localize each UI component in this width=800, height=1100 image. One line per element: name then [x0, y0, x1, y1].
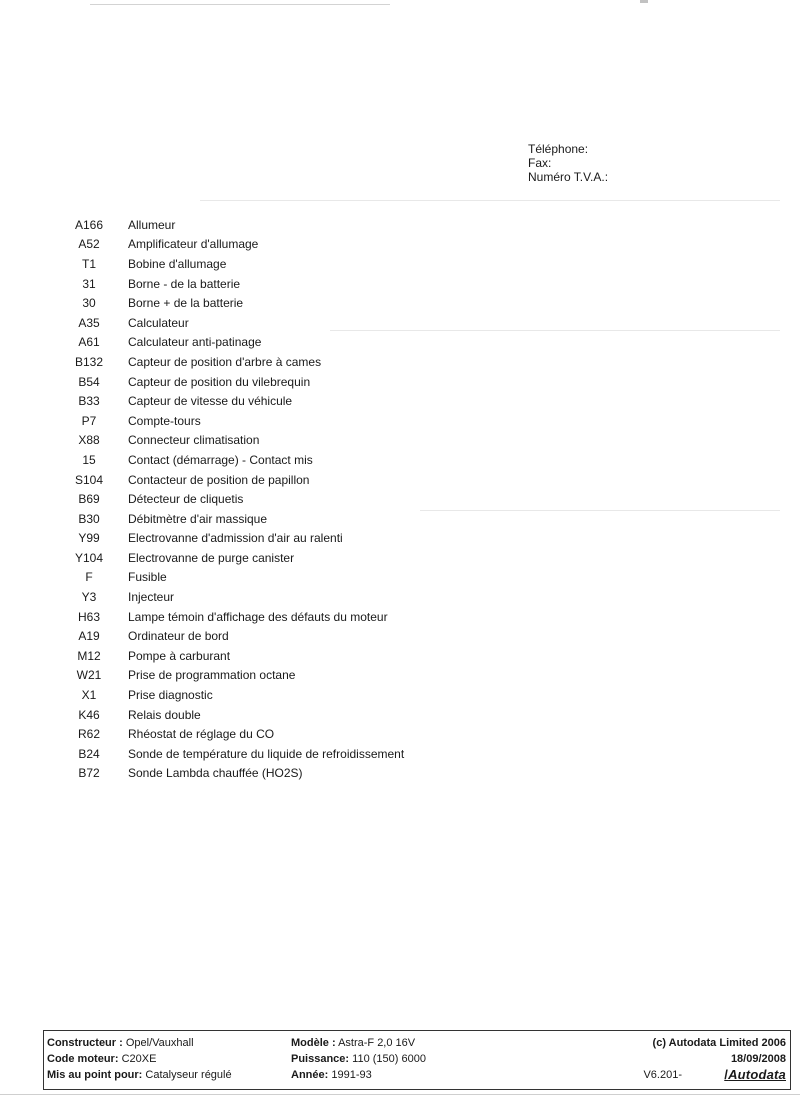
modele-label: Modèle : [291, 1037, 336, 1049]
legend-code: M12 [77, 648, 101, 663]
legend-row [60, 509, 540, 529]
print-date: 18/09/2008 [730, 1053, 786, 1065]
legend-code: B69 [78, 492, 100, 507]
footer-model-info [291, 1035, 426, 1083]
code-moteur-value: C20XE [121, 1053, 157, 1065]
legend-code: B30 [78, 511, 100, 526]
legend-label: Bobine d'allumage [128, 256, 227, 271]
legend-code: A166 [74, 217, 104, 232]
legend-label: Rhéostat de réglage du CO [128, 727, 275, 742]
legend-code: 30 [82, 296, 96, 311]
constructeur-row [47, 1035, 232, 1051]
annee-label: Année: [291, 1069, 329, 1081]
legend-row [60, 626, 540, 646]
legend-row [60, 568, 540, 588]
legend-row [60, 293, 540, 313]
legend-code: X88 [78, 433, 100, 448]
annee-row [291, 1067, 426, 1083]
legend-row [60, 470, 540, 490]
legend-label: Compte-tours [128, 413, 201, 428]
puissance-row [291, 1051, 426, 1067]
legend-code: A35 [78, 315, 100, 330]
mise-au-point-value: Catalyseur régulé [145, 1069, 232, 1081]
legend-label: Connecteur climatisation [128, 433, 260, 448]
legend-code: B132 [74, 354, 104, 369]
legend-row [60, 666, 540, 686]
scan-noise [200, 200, 780, 201]
legend-label: Pompe à carburant [128, 648, 231, 663]
legend-row [60, 352, 540, 372]
legend-row [60, 587, 540, 607]
legend-label: Débitmètre d'air massique [128, 511, 268, 526]
legend-label: Sonde de température du liquide de refroidissement [128, 746, 405, 761]
scan-edge-artifact [90, 0, 390, 5]
legend-label: Borne - de la batterie [128, 276, 241, 291]
modele-row [291, 1035, 426, 1051]
vat-label: Numéro T.V.A.: [528, 170, 609, 184]
legend-code: 15 [82, 452, 96, 467]
legend-code: 31 [82, 276, 96, 291]
legend-row [60, 646, 540, 666]
legend-code: Y3 [81, 590, 97, 605]
legend-code: B72 [78, 766, 100, 781]
legend-label: Fusible [128, 570, 167, 585]
legend-label: Calculateur anti-patinage [128, 335, 262, 350]
legend-row [60, 724, 540, 744]
legend-row [60, 235, 540, 255]
legend-row [60, 450, 540, 470]
legend-code: T1 [81, 256, 96, 271]
mise-au-point-label: Mis au point pour: [47, 1069, 143, 1081]
puissance-value: 110 (150) 6000 [352, 1053, 426, 1065]
legend-code: W21 [76, 668, 102, 683]
legend-label: Injecteur [128, 590, 175, 605]
legend-row [60, 313, 540, 333]
legend-row [60, 254, 540, 274]
scan-edge-mark [640, 0, 648, 3]
legend-label: Relais double [128, 707, 201, 722]
legend-row [60, 431, 540, 451]
constructeur-label: Constructeur : [47, 1037, 123, 1049]
footer-vehicle-info [47, 1035, 232, 1083]
legend-row [60, 489, 540, 509]
legend-label: Contact (démarrage) - Contact mis [128, 452, 313, 467]
autodata-logo-text: Autodata [728, 1067, 786, 1082]
legend-code: P7 [81, 413, 97, 428]
legend-label: Capteur de position du vilebrequin [128, 374, 311, 389]
legend-row [60, 548, 540, 568]
legend-label: Electrovanne de purge canister [128, 550, 295, 565]
legend-row [60, 607, 540, 627]
legend-label: Calculateur [128, 315, 189, 330]
version-text: V6.201- [643, 1069, 682, 1081]
copyright-text: (c) Autodata Limited 2006 [652, 1037, 786, 1049]
legend-code: A52 [78, 237, 100, 252]
legend-row [60, 529, 540, 549]
legend-label: Ordinateur de bord [128, 629, 229, 644]
legend-code: S104 [74, 472, 104, 487]
legend-code: B33 [78, 394, 100, 409]
puissance-label: Puissance: [291, 1053, 350, 1065]
version-logo-row [643, 1067, 786, 1084]
legend-code: B54 [78, 374, 100, 389]
legend-row [60, 685, 540, 705]
legend-label: Borne + de la batterie [128, 296, 244, 311]
mise-au-point-row [47, 1067, 232, 1083]
code-moteur-label: Code moteur: [47, 1053, 119, 1065]
component-legend [60, 215, 540, 783]
legend-row [60, 705, 540, 725]
legend-code: Y104 [74, 550, 104, 565]
legend-row [60, 372, 540, 392]
legend-code: A61 [78, 335, 100, 350]
legend-code: A19 [78, 629, 100, 644]
telephone-label: Téléphone: [528, 142, 589, 156]
legend-code: Y99 [78, 531, 100, 546]
code-moteur-row [47, 1051, 232, 1067]
legend-code: X1 [81, 688, 97, 703]
legend-label: Amplificateur d'allumage [128, 237, 259, 252]
legend-row [60, 274, 540, 294]
autodata-logo: /Autodata [724, 1067, 786, 1082]
legend-row [60, 391, 540, 411]
modele-value: Astra-F 2,0 16V [338, 1037, 416, 1049]
page-bottom-rule [0, 1094, 800, 1095]
legend-code: R62 [77, 727, 100, 742]
legend-row [60, 333, 540, 353]
legend-label: Capteur de position d'arbre à cames [128, 354, 322, 369]
legend-row [60, 411, 540, 431]
legend-code: K46 [78, 707, 100, 722]
legend-row [60, 215, 540, 235]
legend-label: Détecteur de cliquetis [128, 492, 244, 507]
contact-block [528, 142, 608, 184]
legend-code: H63 [77, 609, 100, 624]
legend-code: F [85, 570, 93, 585]
legend-label: Prise diagnostic [128, 688, 213, 703]
legend-label: Capteur de vitesse du véhicule [128, 394, 293, 409]
legend-label: Contacteur de position de papillon [128, 472, 310, 487]
legend-label: Allumeur [128, 217, 176, 232]
legend-label: Sonde Lambda chauffée (HO2S) [128, 766, 303, 781]
footer-box [43, 1030, 791, 1090]
fax-label: Fax: [528, 156, 552, 170]
legend-code: B24 [78, 746, 100, 761]
legend-label: Electrovanne d'admission d'air au ralenti [128, 531, 343, 546]
legend-label: Lampe témoin d'affichage des défauts du moteur [128, 609, 388, 624]
footer-publisher-info [643, 1035, 786, 1084]
legend-row [60, 764, 540, 784]
legend-label: Prise de programmation octane [128, 668, 296, 683]
constructeur-value: Opel/Vauxhall [125, 1037, 194, 1049]
annee-value: 1991-93 [331, 1069, 372, 1081]
legend-row [60, 744, 540, 764]
